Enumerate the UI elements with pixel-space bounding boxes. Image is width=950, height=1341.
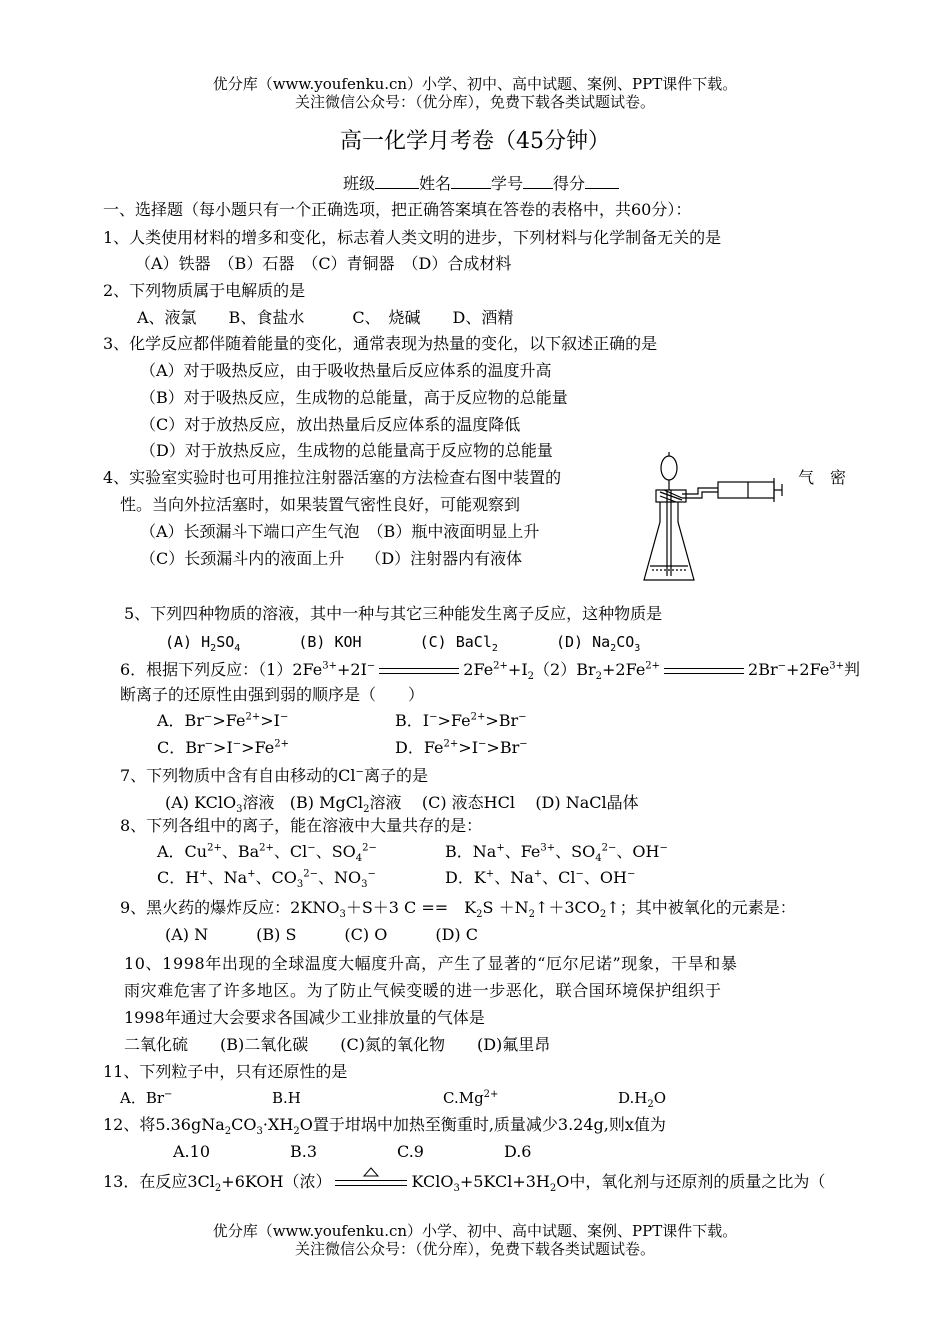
q12-stem: 12、将$5.36gNa_2CO_3\cdot XH_2O$置于坩埚中加热至衡重时,质量减少3.24g,则x值为	[103, 1115, 666, 1138]
q5-option-c: (C) BaCl$_2$	[419, 633, 498, 654]
q8-option-c: C．H+、Na+、$CO_3^{2-}$、$NO_3^-$	[157, 868, 376, 891]
q4-stem-1: 4、实验室实验时也可用推拉注射器活塞的方法检查右图中装置的	[103, 468, 562, 487]
q10-line-3: 1998年通过大会要求各国减少工业排放量的气体是	[124, 1008, 485, 1027]
q12-options: A.10 B.3 C.9 D.6	[173, 1142, 532, 1161]
q3-option-a: （A）对于吸热反应，由于吸收热量后反应体系的温度升高	[140, 361, 552, 380]
q2-options: A、液氯 B、食盐水 C、 烧碱 D、酒精	[137, 308, 514, 327]
score-blank[interactable]	[585, 173, 619, 189]
q4-options-ab: （A）长颈漏斗下端口产生气泡 （B）瓶中液面明显上升	[140, 522, 540, 541]
name-blank[interactable]	[451, 173, 491, 189]
q8-option-b: B．Na+、$Fe^{3+}$、$SO_4^{2-}$、OH−	[445, 842, 668, 865]
flask-syringe-apparatus	[638, 452, 784, 590]
q11-option-c: $C.Mg^{2+}$	[443, 1089, 499, 1107]
q3-option-d: （D）对于放热反应，生成物的总能量高于反应物的总能量	[140, 441, 553, 460]
q5-option-d: (D) $Na_2CO_3$	[555, 633, 641, 654]
q4-stem-1b: 气 密	[798, 468, 847, 487]
q5-options	[165, 632, 640, 652]
section-heading: 一、选择题（每小题只有一个正确选项，把正确答案填在答卷的表格中，共60分）：	[103, 200, 692, 219]
q9-options: (A) N (B) S (C) O (D) C	[165, 925, 478, 944]
q9-stem: 9、黑火药的爆炸反应：$2KNO_3+S+3$ C == $K_2S$ $+N_2↑+3CO_2↑$；其中被氧化的元素是：	[120, 898, 796, 921]
q3-option-c: （C）对于放热反应，放出热量后反应体系的温度降低	[140, 415, 521, 434]
header-line-2: 关注微信公众号：（优分库），免费下载各类试题试卷。	[294, 93, 655, 111]
q8-stem: 8、下列各组中的离子，能在溶液中大量共存的是：	[120, 816, 483, 835]
q5-option-b: (B) KOH	[298, 633, 362, 651]
q5-stem: 5、下列四种物质的溶液，其中一种与其它三种能发生离子反应，这种物质是	[124, 604, 663, 623]
q4-options-cd: （C）长颈漏斗内的液面上升 （D）注射器内有液体	[140, 549, 523, 568]
q4-stem-2: 性。当向外拉活塞时，如果装置气密性良好，可能观察到	[120, 495, 521, 514]
score-label: 得分	[553, 174, 586, 193]
q6-stem-2: 断离子的还原性由强到弱的顺序是（ ）	[120, 685, 425, 704]
equals-sign	[664, 668, 744, 674]
q8-option-d: D．K+、Na+、Cl−、OH−	[445, 868, 636, 887]
q11-option-b: B.H	[272, 1089, 301, 1107]
funnel-bulb	[661, 456, 677, 480]
q1-stem: 1、人类使用材料的增多和变化，标志着人类文明的进步，下列材料与化学制备无关的是	[103, 228, 722, 247]
q6-reactions: 6．根据下列反应：$(1)2Fe^{3+}+2I^-$ $2Fe^{2+}+I_2(2)Br_2+2Fe^{2+}$ $2Br^-+2Fe^{3+}$判	[120, 660, 861, 683]
syringe-barrel	[718, 482, 774, 498]
q6-option-b: B．$I^->Fe^{2+}>Br^-$	[395, 711, 527, 730]
header-line-1: 优分库（www.youfenku.cn）小学、初中、高中试题、案例、PPT课件下载。	[212, 75, 738, 93]
student-info	[343, 173, 619, 194]
q7-options: (A) KClO$_3$溶液 (B) MgCl$_2$溶液 (C) 液态HCl (D) NaCl晶体	[165, 793, 639, 816]
q6-option-a: A．$Br^->Fe^{2+}>I^-$	[157, 711, 289, 730]
q2-stem: 2、下列物质属于电解质的是	[103, 281, 306, 300]
q13-stem: 13．在反应$3Cl_2+6KOH$（浓） $KClO_3+5KCl+3H_2O$中，氧化剂与还原剂的质量之比为（	[103, 1172, 825, 1192]
heat-triangle-icon	[363, 1167, 379, 1177]
q1-options: （A）铁器 （B）石器 （C）青铜器 （D）合成材料	[135, 254, 512, 273]
q6-option-d: D．$Fe^{2+}>I^->Br^-$	[395, 738, 528, 757]
q8-option-a: A．$Cu^{2+}$、$Ba^{2+}$、Cl−、$SO_4^{2-}$	[157, 842, 377, 865]
footer-line-1: 优分库（www.youfenku.cn）小学、初中、高中试题、案例、PPT课件下载。	[212, 1222, 738, 1240]
q3-option-b: （B）对于吸热反应，生成物的总能量，高于反应物的总能量	[140, 388, 568, 407]
q10-line-2: 雨灾难危害了许多地区。为了防止气候变暖的进一步恶化，联合国环境保护组织于	[124, 981, 722, 1000]
equals-sign	[379, 668, 459, 674]
footer-line-2: 关注微信公众号：（优分库），免费下载各类试题试卷。	[294, 1240, 655, 1258]
q6-option-c: C．$Br^->I^->Fe^{2+}$	[157, 738, 290, 757]
name-label: 姓名	[419, 174, 452, 193]
q3-stem: 3、化学反应都伴随着能量的变化，通常表现为热量的变化，以下叙述正确的是	[103, 334, 658, 353]
class-blank[interactable]	[375, 173, 419, 189]
class-label: 班级	[343, 174, 376, 193]
q10-options: 二氧化硫 (B)二氧化碳 (C)氮的氧化物 (D)氟里昂	[124, 1035, 551, 1054]
number-label: 学号	[491, 174, 524, 193]
q5-option-a: (A) $H_2SO_4$	[165, 633, 241, 654]
number-blank[interactable]	[523, 173, 553, 189]
q11-option-d: $D.H_2O$	[618, 1089, 667, 1110]
q7-stem: 7、下列物质中含有自由移动的Cl−离子的是	[120, 766, 428, 785]
heat-equals-sign	[335, 1180, 407, 1186]
page-title: 高一化学月考卷（45分钟）	[340, 129, 610, 154]
q11-stem: 11、下列粒子中，只有还原性的是	[103, 1062, 348, 1081]
q11-option-a: A．Br−	[120, 1089, 173, 1107]
q10-line-1: 10、1998年出现的全球温度大幅度升高，产生了显著的“厄尔尼诺”现象，干旱和暴	[124, 954, 738, 973]
